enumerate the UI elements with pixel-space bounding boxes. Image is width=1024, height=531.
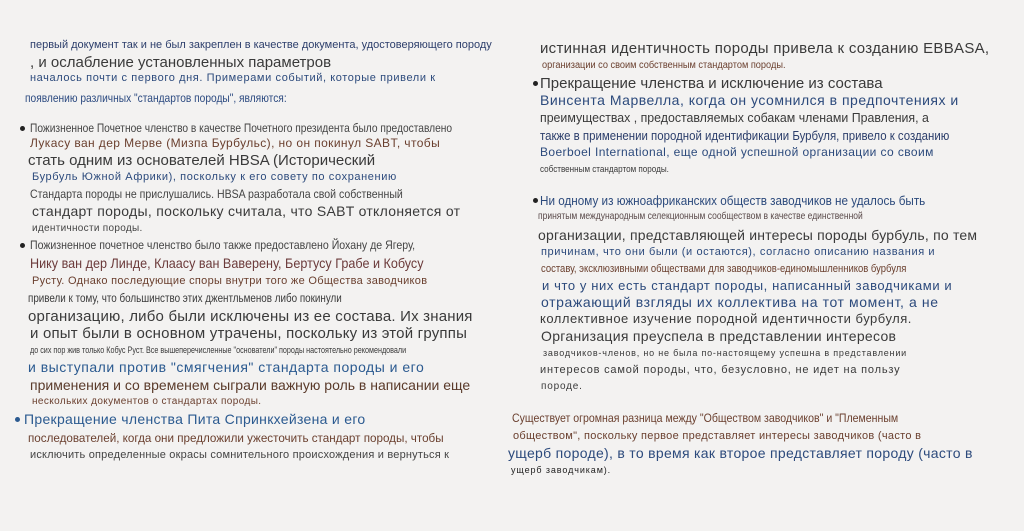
- text-line: началось почти с первого дня. Примерами событий, которые привели к: [30, 71, 436, 84]
- text-line: принятым международным селекционным сообществом в качестве единственной: [538, 211, 863, 222]
- text-line: и опыт были в основном утрачены, поскольку из этой группы: [30, 324, 468, 342]
- text-line: Организация преуспела в представлении интересов: [541, 328, 897, 344]
- bullet-icon: [20, 126, 25, 131]
- text-line: применения и со временем сыграли важную роль в написании еще: [30, 377, 471, 393]
- text-line: Винсента Марвелла, когда он усомнился в предпочтениях и: [540, 92, 959, 108]
- text-line: привели к тому, что большинство этих джентльменов либо покинули: [28, 291, 342, 305]
- text-line: обществом", поскольку первое представляет интересы заводчиков (часто в: [513, 429, 922, 442]
- text-line: идентичности породы.: [32, 223, 143, 234]
- bullet-icon: [20, 243, 25, 248]
- text-line: Пожизненное Почетное членство в качестве Почетного президента было предоставлено: [30, 121, 453, 135]
- text-line: ущерб породе), в то время как второе представляет породу (часто в: [508, 445, 973, 461]
- text-line: Прекращение членства и исключение из состава: [540, 74, 883, 92]
- text-line: заводчиков-членов, но не была по-настоящему успешна в представлении: [543, 347, 907, 358]
- text-line: отражающий взгляды их коллектива на тот момент, а не: [541, 294, 939, 310]
- bullet-icon: [533, 81, 538, 86]
- text-line: также в применении породной идентификации Бурбуля, привело к созданию: [540, 127, 950, 143]
- text-line: и выступали против "смягчения" стандарта породы и его: [28, 359, 425, 375]
- text-line: интересов самой породы, что, безусловно, не идет на пользу: [540, 363, 901, 376]
- text-line: Существует огромная разница между "Обществом заводчиков" и "Племенным: [512, 411, 899, 425]
- text-line: до сих пор жив только Кобус Руст. Все вышеперечисленные "основатели" породы настоятельно рекомендовали: [30, 344, 407, 355]
- text-line: исключить определенные окрасы сомнительного происхождения и вернуться к: [30, 448, 450, 461]
- text-line: Ни одному из южноафриканских обществ заводчиков не удалось быть: [540, 192, 926, 208]
- text-line: Boerboel International, еще одной успешной организации со своим: [540, 145, 934, 159]
- text-line: организацию, либо были исключены из ее состава. Их знания: [28, 307, 473, 325]
- text-line: Русту. Однако последующие споры внутри того же Общества заводчиков: [32, 274, 428, 287]
- text-line: преимуществах , предоставляемых собакам членами Правления, а: [540, 109, 929, 125]
- text-line: стать одним из основателей HBSA (Исторический: [28, 151, 376, 169]
- text-line: организации со своим собственным стандартом породы.: [542, 60, 786, 71]
- text-line: Стандарта породы не прислушались. HBSA разработала свой собственный: [30, 187, 403, 201]
- text-line: Нику ван дер Линде, Клаасу ван Вавeрену, Бертусу Грабе и Кобусу: [30, 255, 424, 271]
- text-line: Бурбуль Южной Африки), поскольку к его совету по сохранению: [32, 170, 397, 183]
- text-line: причинам, что они были (и остаются), согласно описанию названия и: [541, 245, 936, 258]
- bullet-icon: [15, 417, 20, 422]
- text-line: истинная идентичность породы привела к созданию EBBASA,: [540, 39, 990, 57]
- text-line: породе.: [541, 381, 583, 392]
- text-line: составу, эксклюзивными обществами для заводчиков-единомышленников бурбуля: [541, 262, 907, 275]
- text-line: коллективное изучение породной идентичности бурбуля.: [540, 310, 912, 326]
- text-line: последователей, когда они предложили ужесточить стандарт породы, чтобы: [28, 431, 444, 445]
- text-line: организации, представляющей интересы породы бурбуль, по тем: [538, 227, 978, 243]
- text-line: , и ослабление установленных параметров: [30, 53, 332, 71]
- text-line: ущерб заводчикам).: [511, 464, 612, 475]
- text-line: нескольких документов о стандартах породы.: [32, 396, 262, 407]
- bullet-icon: [533, 198, 538, 203]
- text-line: стандарт породы, поскольку считала, что SABT отклоняется от: [32, 203, 461, 219]
- text-line: первый документ так и не был закреплен в качестве документа, удостоверяющего породу: [30, 38, 492, 51]
- text-line: Пожизненное почетное членство было также предоставлено Йохану де Ягеру,: [30, 238, 416, 252]
- text-line: Лукасу ван дер Мерве (Мизпа Бурбульс), но он покинул SABT, чтобы: [30, 136, 441, 150]
- text-line: появлению различных "стандартов породы", являются:: [25, 91, 287, 105]
- text-line: и что у них есть стандарт породы, написанный заводчиками и: [542, 277, 953, 293]
- text-line: собственным стандартом породы.: [540, 163, 669, 174]
- text-line: Прекращение членства Пита Спринкхейзена и его: [24, 411, 366, 427]
